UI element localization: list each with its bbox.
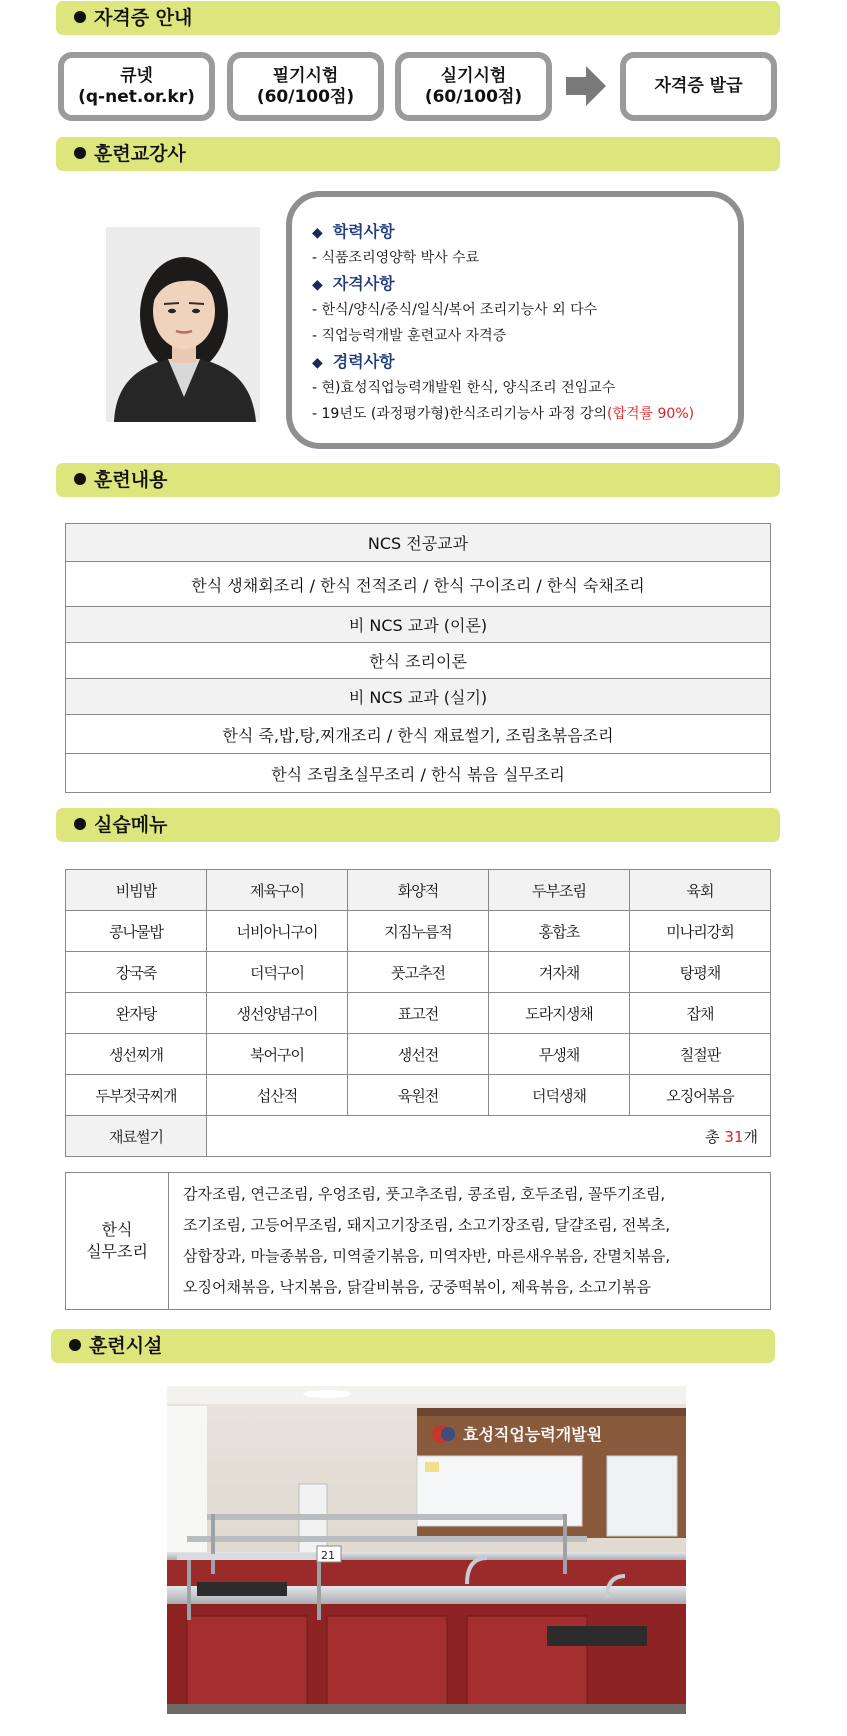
cert-step-written (227, 52, 384, 121)
instructor-info-box (286, 191, 744, 449)
kitchen-classroom-icon (167, 1386, 686, 1714)
section-title: 훈련내용 (94, 469, 168, 491)
section-title: 훈련시설 (89, 1335, 163, 1357)
heading-text: 경력사항 (332, 352, 395, 371)
menu-cell: 더덕구이 (207, 952, 348, 993)
step-label: 실기시험 (440, 65, 507, 86)
facility-sign: 효성직업능력개발원 (463, 1425, 603, 1444)
section-header-menu (56, 808, 780, 842)
right-arrow-icon (566, 64, 606, 108)
bullet-dot-icon (74, 818, 86, 830)
menu-cell: 지짐누름적 (348, 911, 489, 952)
section-title: 실습메뉴 (94, 814, 168, 836)
menu-cell: 도라지생채 (489, 993, 630, 1034)
step-sub: (60/100점) (424, 86, 523, 107)
menu-cell: 무생채 (489, 1034, 630, 1075)
menu-cell: 생선전 (348, 1034, 489, 1075)
theory-content: 한식 조리이론 (66, 643, 771, 679)
menu-cell: 두부조림 (489, 870, 630, 911)
menu-cell: 육회 (630, 870, 771, 911)
cert-step-practical (395, 52, 552, 121)
practice-label (66, 1173, 169, 1310)
bullet-dot-icon (74, 473, 86, 485)
practice-menu-grid (65, 869, 771, 1157)
menu-cell: 미나리강회 (630, 911, 771, 952)
table-row (66, 1075, 771, 1116)
table-row (66, 1034, 771, 1075)
menu-cell: 생선양념구이 (207, 993, 348, 1034)
practice-items (169, 1173, 771, 1310)
heading-text: 학력사항 (332, 222, 395, 241)
instructor-photo (106, 227, 260, 422)
step-sub: (q-net.or.kr) (78, 86, 195, 107)
pass-rate-highlight: (합격률 90%) (607, 406, 695, 422)
label-line: 한식 (101, 1220, 133, 1239)
cert-step-qnet (58, 52, 215, 121)
ncs-content: 한식 생채회조리 / 한식 전적조리 / 한식 구이조리 / 한식 숙채조리 (66, 562, 771, 607)
heading-text: 자격사항 (332, 274, 395, 293)
practice-content: 한식 죽,밥,탕,찌개조리 / 한식 재료썰기, 조림초볶음조리 (66, 715, 771, 754)
facility-photo (167, 1386, 686, 1714)
instructor-portrait-icon (106, 227, 260, 422)
section-title: 훈련교강사 (94, 143, 186, 165)
bullet-dot-icon (74, 147, 86, 159)
total-count: 31 (724, 1127, 744, 1146)
cert-line: - 한식/양식/중식/일식/복어 조리기능사 외 다수 (312, 302, 598, 318)
career-heading (312, 349, 738, 375)
practice-content: 한식 조림초실무조리 / 한식 볶음 실무조리 (66, 754, 771, 793)
bullet-dot-icon (74, 11, 86, 23)
menu-total (207, 1116, 771, 1157)
career-line (312, 401, 738, 427)
menu-cell: 장국죽 (66, 952, 207, 993)
section-header-instructor (56, 137, 780, 171)
menu-cell: 재료썰기 (66, 1116, 207, 1157)
menu-cell: 풋고추전 (348, 952, 489, 993)
ncs-header: NCS 전공교과 (66, 524, 771, 562)
menu-cell: 홍합초 (489, 911, 630, 952)
menu-cell: 두부젓국찌개 (66, 1075, 207, 1116)
menu-cell: 생선찌개 (66, 1034, 207, 1075)
menu-cell: 육원전 (348, 1075, 489, 1116)
menu-cell: 너비아니구이 (207, 911, 348, 952)
menu-cell: 화양적 (348, 870, 489, 911)
career-text: - 19년도 (과정평가형)한식조리기능사 과정 강의 (312, 406, 608, 422)
section-header-cert (56, 1, 780, 35)
career-line: - 현)효성직업능력개발원 한식, 양식조리 전임교수 (312, 380, 616, 396)
step-label: 필기시험 (272, 65, 339, 86)
practice-line: 삼합장과, 마늘종볶음, 미역줄기볶음, 미역자반, 마른새우볶음, 잔멸치볶음, (183, 1247, 671, 1265)
diamond-bullet-icon: ◆ (312, 277, 323, 293)
step-sub: (60/100점) (256, 86, 355, 107)
education-heading (312, 219, 738, 245)
practice-line: 감자조림, 연근조림, 우엉조림, 풋고추조림, 콩조림, 호두조림, 꼴뚜기조림, (183, 1185, 666, 1203)
theory-header: 비 NCS 교과 (이론) (66, 607, 771, 643)
cert-step-issue (620, 52, 777, 121)
cert-line: - 직업능력개발 훈련교사 자격증 (312, 328, 507, 344)
section-title: 자격증 안내 (94, 7, 193, 29)
menu-cell: 콩나물밥 (66, 911, 207, 952)
table-row (66, 1116, 771, 1157)
diamond-bullet-icon: ◆ (312, 355, 323, 371)
menu-cell: 표고전 (348, 993, 489, 1034)
menu-cell: 완자탕 (66, 993, 207, 1034)
practice-line: 조기조림, 고등어무조림, 돼지고기장조림, 소고기장조림, 달걀조림, 전복초, (183, 1216, 671, 1234)
practice-line: 오징어채볶음, 낙지볶음, 닭갈비볶음, 궁중떡볶이, 제육볶음, 소고기볶음 (183, 1278, 651, 1296)
education-line: - 식품조리영양학 박사 수료 (312, 250, 480, 266)
diamond-bullet-icon: ◆ (312, 225, 323, 241)
menu-cell: 더덕생채 (489, 1075, 630, 1116)
bullet-dot-icon (69, 1339, 81, 1351)
menu-cell: 북어구이 (207, 1034, 348, 1075)
step-label: 큐넷 (120, 65, 153, 86)
menu-cell: 제육구이 (207, 870, 348, 911)
practice-header: 비 NCS 교과 (실기) (66, 679, 771, 715)
table-row (66, 870, 771, 911)
total-suffix: 개 (743, 1127, 758, 1146)
table-row (66, 911, 771, 952)
menu-cell: 칠절판 (630, 1034, 771, 1075)
training-content-table (65, 523, 771, 793)
menu-cell: 오징어볶음 (630, 1075, 771, 1116)
station-number: 21 (321, 1549, 335, 1562)
menu-cell: 잡채 (630, 993, 771, 1034)
table-row (66, 993, 771, 1034)
section-header-content (56, 463, 780, 497)
section-header-facility (51, 1329, 775, 1363)
menu-cell: 겨자채 (489, 952, 630, 993)
cert-heading (312, 271, 738, 297)
total-prefix: 총 (705, 1127, 725, 1146)
table-row (66, 952, 771, 993)
menu-cell: 탕평채 (630, 952, 771, 993)
menu-cell: 섭산적 (207, 1075, 348, 1116)
practice-detail-table (65, 1172, 771, 1310)
step-label: 자격증 발급 (654, 76, 743, 96)
label-line: 실무조리 (86, 1242, 148, 1261)
menu-cell: 비빔밥 (66, 870, 207, 911)
